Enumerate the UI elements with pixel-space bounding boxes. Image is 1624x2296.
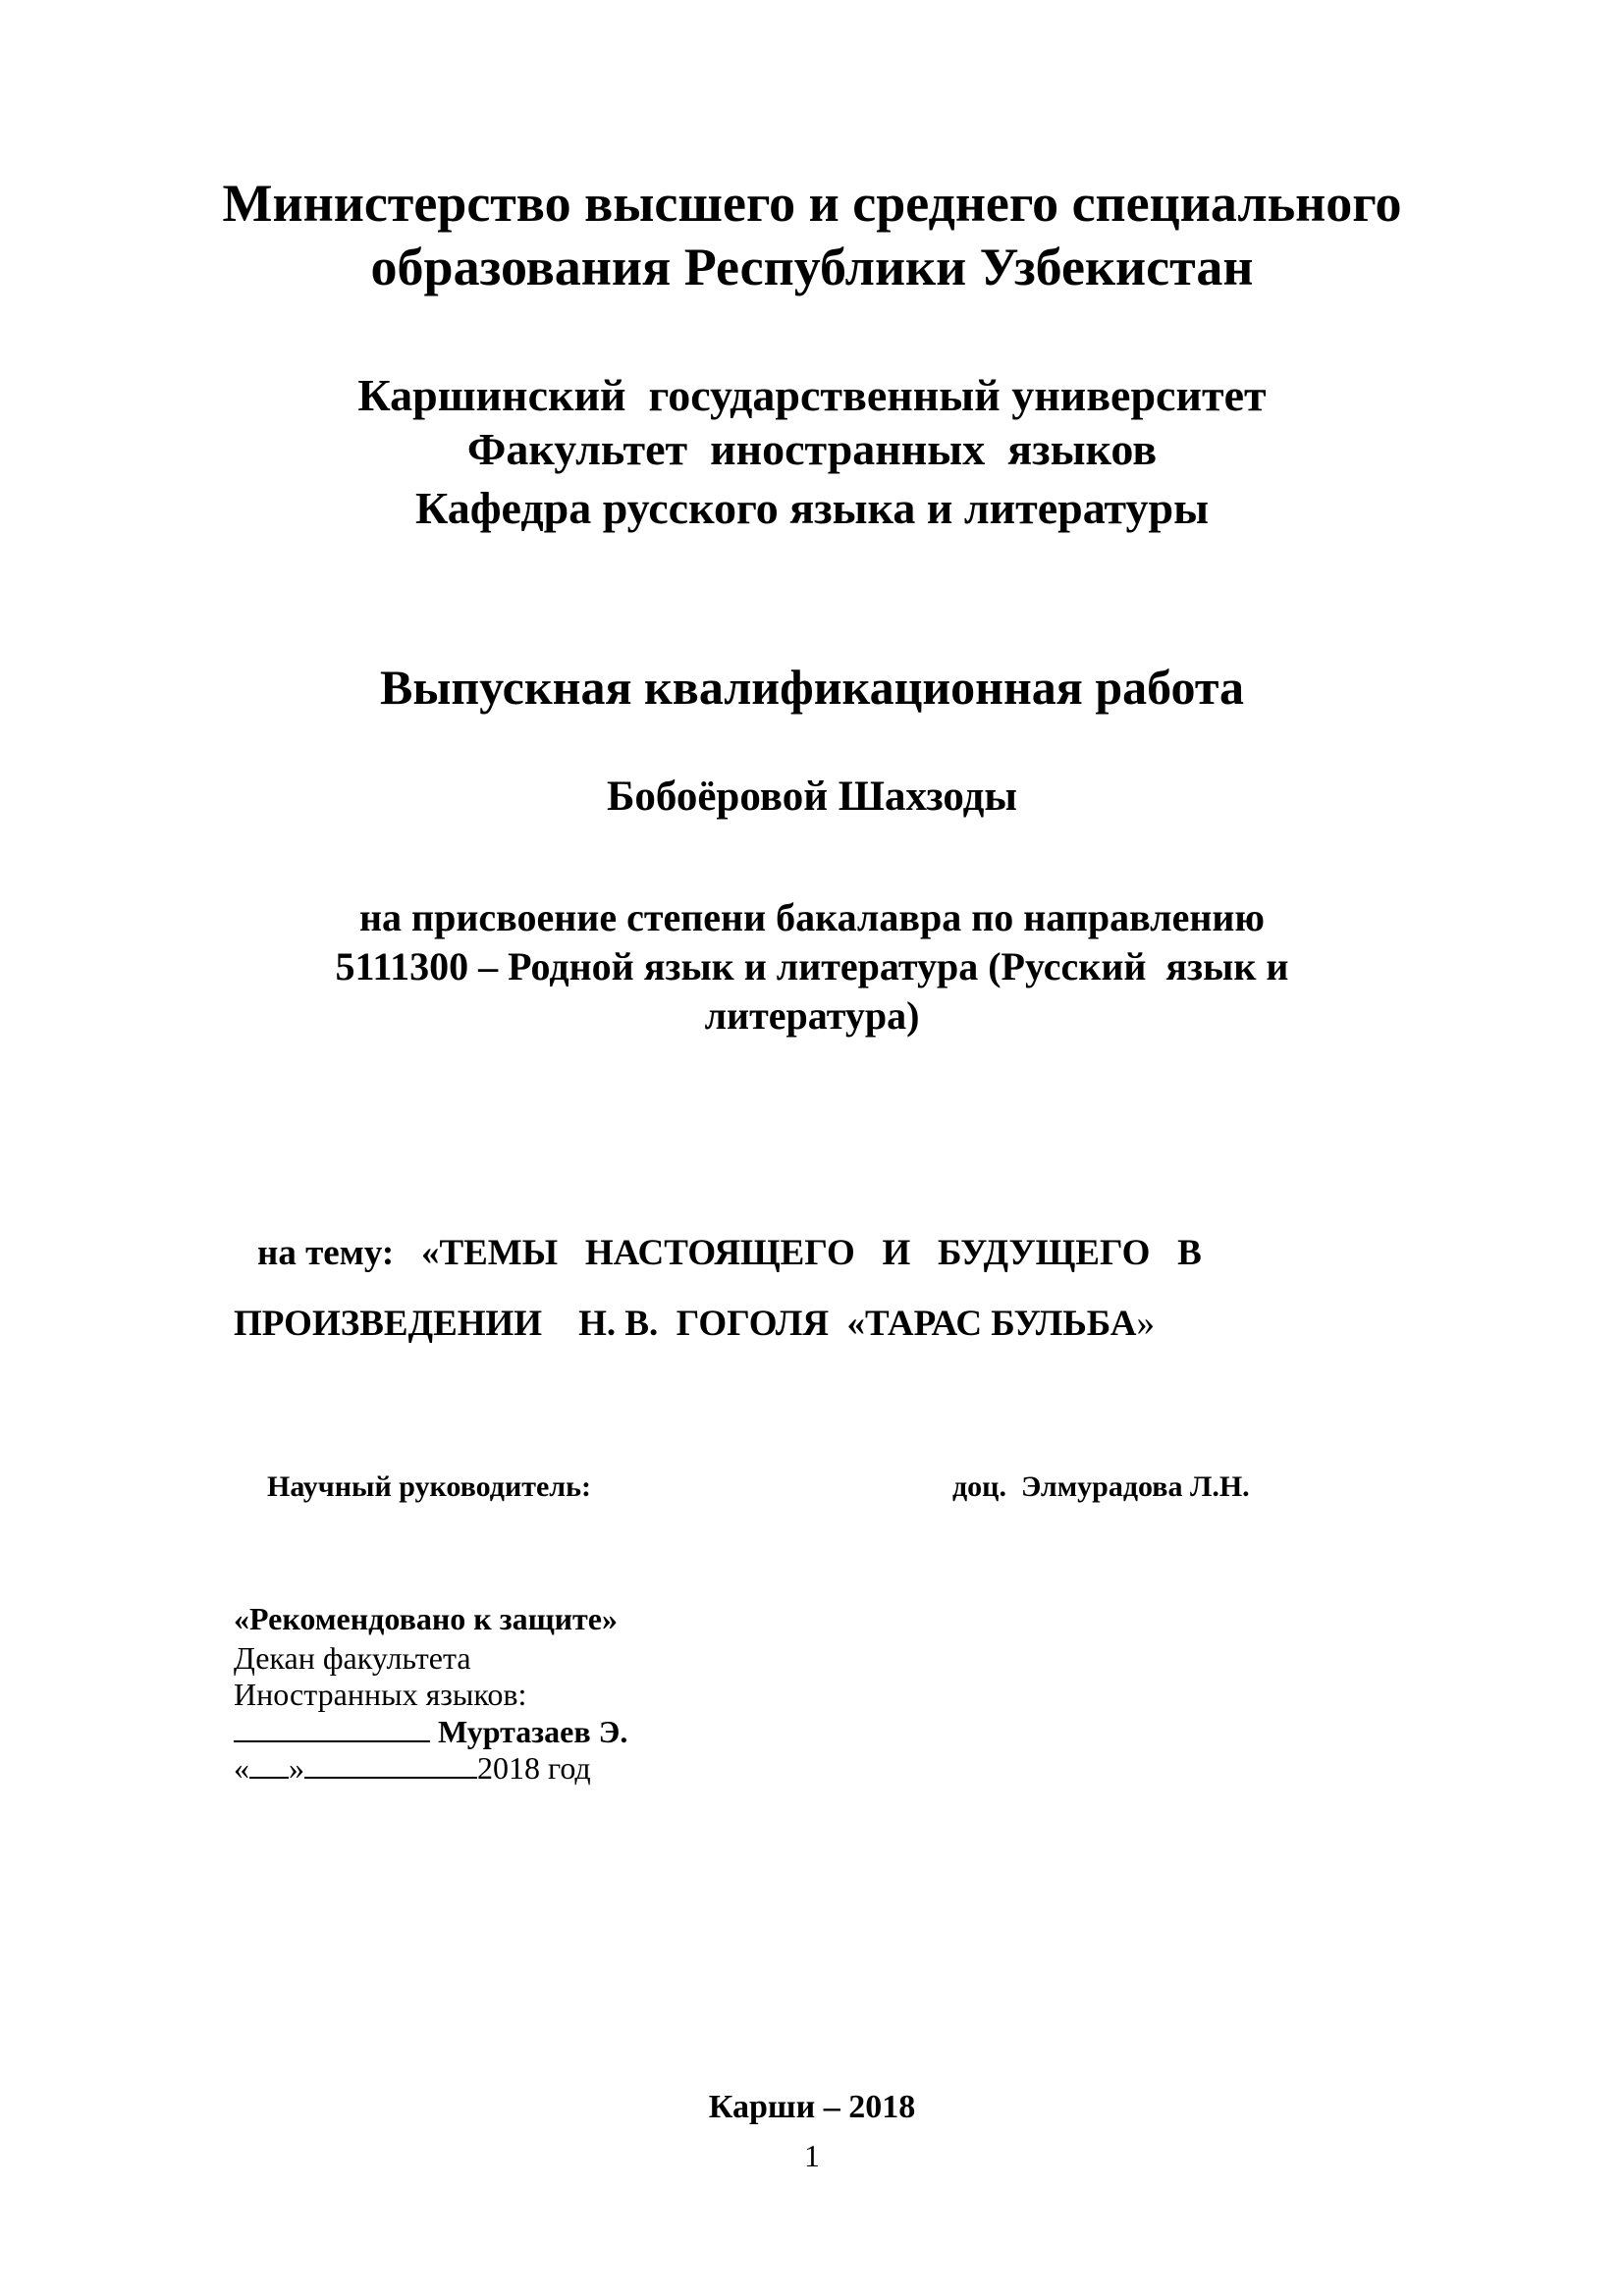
page-number: 1	[804, 2138, 820, 2173]
university-name: Каршинский государственный университет	[357, 370, 1267, 420]
faculty-name: Факультет иностранных языков	[466, 424, 1158, 474]
date-line	[234, 1752, 591, 1784]
date-close-quote: »	[289, 1750, 304, 1786]
degree-line-3: литература)	[704, 993, 920, 1038]
degree-line-2: 5111300 – Родной язык и литература (Русский язык и	[335, 944, 1289, 988]
date-open-quote: «	[234, 1750, 249, 1786]
ministry-line-1: Министерство высшего и среднего специального	[222, 174, 1402, 233]
topic-closing-quote: »	[1136, 1304, 1155, 1344]
topic-line-2-text: ПРОИЗВЕДЕНИИ Н. В. ГОГОЛЯ «ТАРАС БУЛЬБА	[234, 1304, 1137, 1344]
ministry-line-2: образования Республики Узбекистан	[370, 238, 1254, 296]
topic-line-1: на тему: «ТЕМЫ НАСТОЯЩЕГО И БУДУЩЕГО В	[257, 1233, 1202, 1273]
dean-signature-line	[234, 1716, 627, 1747]
signature-blank	[234, 1740, 430, 1742]
dean-title-line-2: Иностранных языков:	[234, 1677, 527, 1712]
month-blank	[330, 1777, 477, 1779]
topic-line-2	[234, 1306, 1155, 1342]
day-blank	[249, 1777, 289, 1779]
supervisor-label: Научный руководитель:	[267, 1470, 591, 1503]
gap-blank	[304, 1777, 330, 1779]
supervisor-name: доц. Элмурадова Л.Н.	[952, 1470, 1250, 1503]
recommended-label: «Рекомендовано к защите»	[234, 1601, 618, 1636]
work-type: Выпускная квалификационная работа	[379, 660, 1245, 715]
city-year: Карши – 2018	[708, 2089, 916, 2125]
degree-line-1: на присвоение степени бакалавра по направлению	[359, 895, 1265, 939]
author-name: Бобоёровой Шахзоды	[606, 774, 1017, 820]
dean-name: Муртазаев Э.	[438, 1714, 628, 1749]
date-year: 2018 год	[477, 1750, 591, 1786]
dean-title-line-1: Декан факультета	[234, 1640, 471, 1676]
department-name: Кафедра русского языка и литературы	[414, 483, 1210, 533]
